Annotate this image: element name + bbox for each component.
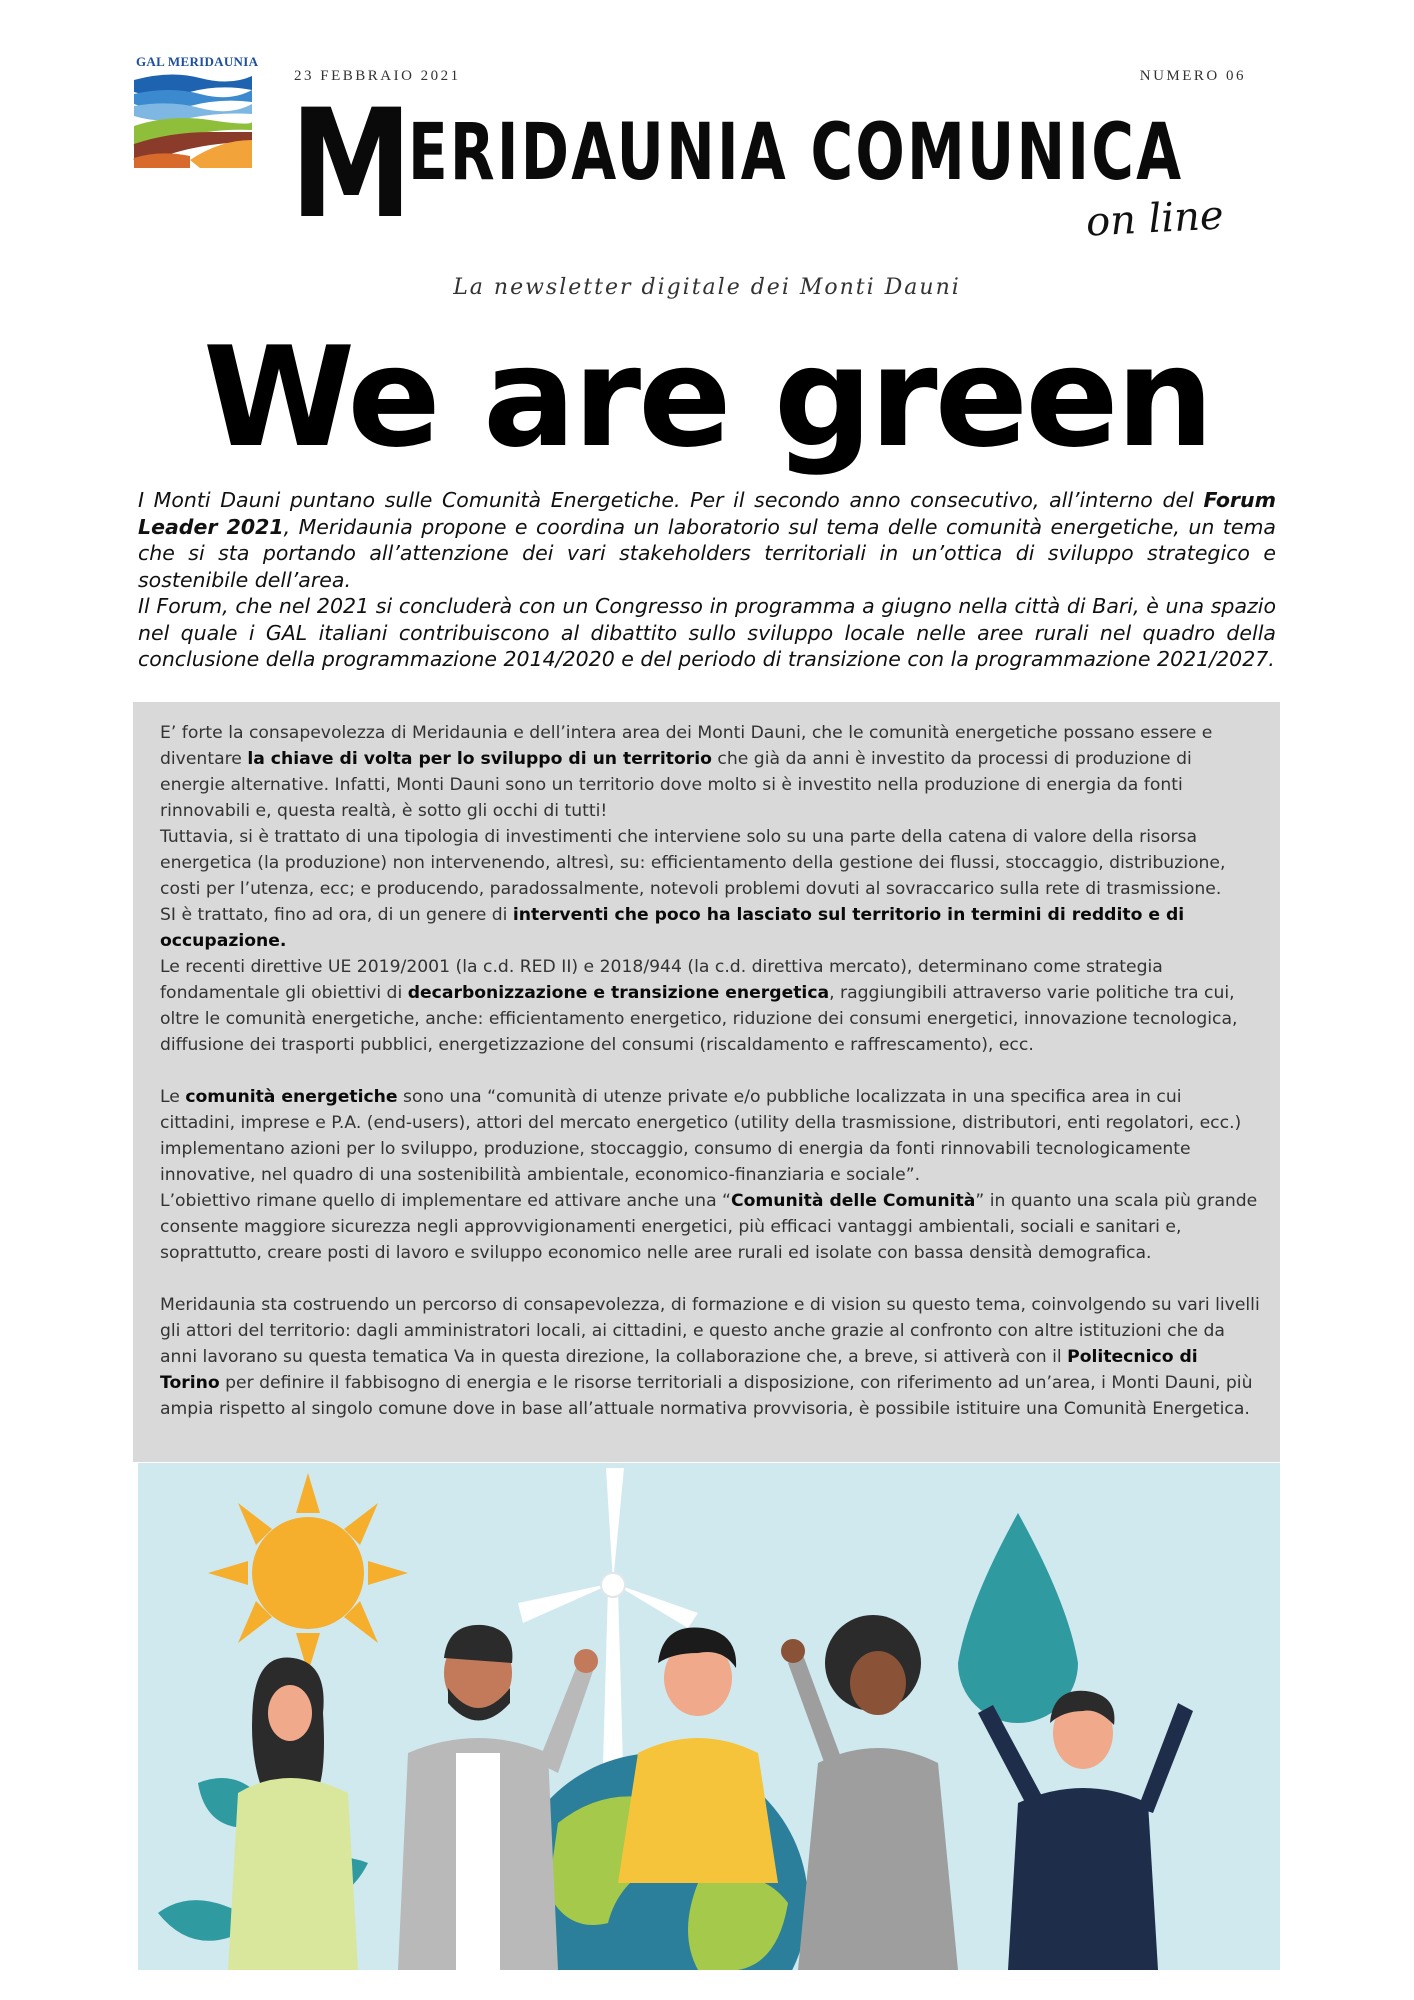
headline: We are green bbox=[202, 317, 1212, 478]
body-bold-span: interventi che poco ha lasciato sul territorio in termini di reddito e di occupazione. bbox=[160, 905, 1185, 951]
tagline: La newsletter digitale dei Monti Dauni bbox=[453, 275, 961, 300]
body-bold-span: Comunità delle Comunità bbox=[730, 1191, 976, 1211]
issue-date: 23 FEBBRAIO 2021 bbox=[294, 68, 461, 84]
masthead-title: ERIDAUNIA COMUNICA bbox=[408, 108, 1184, 198]
intro-text-span: , Meridaunia propone e coordina un laboratorio sul tema delle comunità energetiche, un tema che si sta portando all’attenzione dei vari stakeholders territoriali in un’ottica di sviluppo strategico e sostenibile dell’area. bbox=[138, 514, 1276, 592]
paragraph-gap bbox=[160, 1266, 1260, 1292]
body-text-span: che già da anni è investito da processi di produzione di energie alternative. Infatti, Monti Dauni sono un territorio dove molto si è investito nella produzione di energia da fonti rinnovabili e, questa realtà, è sotto gli occhi di tutti! bbox=[160, 749, 1192, 821]
gal-meridaunia-logo bbox=[130, 52, 259, 170]
intro-paragraph-1 bbox=[138, 487, 1276, 593]
body-text-span: per definire il fabbisogno di energia e le risorse territoriali a disposizione, con riferimento ad un’area, i Monti Dauni, più ampia rispetto al singolo comune dove in base all’attuale normativa provvisoria, è possibile istituire una Comunità Energetica. bbox=[160, 1373, 1253, 1419]
body-paragraph-6 bbox=[160, 1188, 1260, 1266]
article-body bbox=[160, 720, 1260, 1422]
sun-icon bbox=[208, 1473, 408, 1673]
body-text-span: Le recenti direttive UE 2019/2001 (la c.d. RED II) e 2018/944 (la c.d. direttiva mercato), determinano come strategia fondamentale gli obiettivi di bbox=[160, 957, 1163, 1003]
intro-bold-span: Forum Leader 2021 bbox=[138, 488, 1276, 539]
body-bold-span: comunità energetiche bbox=[185, 1087, 398, 1107]
logo-text: GAL MERIDAUNIA bbox=[136, 54, 259, 69]
masthead-online: on line bbox=[1084, 192, 1225, 246]
body-text-span: sono una “comunità di utenze private e/o pubbliche localizzata in una specifica area in cui cittadini, imprese e P.A. (end-users), attori del mercato energetico (utility della trasmissione, distributori, enti regolatori, ecc.) implementano azioni per lo sviluppo, produzione, stoccaggio, consumo di energia da fonti rinnovabili tecnologicamente innovative, nel quadro di una sostenibilità ambientale, economico-finanziaria e sociale”. bbox=[160, 1087, 1242, 1185]
body-bold-span: la chiave di volta per lo sviluppo di un territorio bbox=[247, 749, 712, 769]
body-text-span: E’ forte la consapevolezza di Meridaunia e dell’intera area dei Monti Dauni, che le comunità energetiche possano essere e diventare bbox=[160, 723, 1213, 769]
body-paragraph-3 bbox=[160, 902, 1260, 954]
paragraph-gap bbox=[160, 1058, 1260, 1084]
masthead-initial: M bbox=[290, 78, 413, 252]
body-bold-span: decarbonizzazione e transizione energetica bbox=[407, 983, 830, 1003]
body-text-span: , raggiungibili attraverso varie politiche tra cui, oltre le comunità energetiche, anche: efficientamento energetico, riduzione dei consumi energetici, innovazione tecnologica, diffusione dei trasporti pubblici, energetizzazione del consumi (riscaldamento e raffrescamento), ecc. bbox=[160, 983, 1238, 1055]
body-paragraph-4 bbox=[160, 954, 1260, 1058]
body-text-span: Meridaunia sta costruendo un percorso di consapevolezza, di formazione e di vision su questo tema, coinvolgendo su vari livelli gli attori del territorio: dagli amministratori locali, ai cittadini, e questo anche grazie al confronto con altre istituzioni che da anni lavorano su questa tematica Va in questa direzione, la collaborazione che, a breve, si attiverà con il bbox=[160, 1295, 1260, 1367]
intro-text-span: I Monti Dauni puntano sulle Comunità Energetiche. Per il secondo anno consecutivo, all’interno del bbox=[138, 488, 1204, 512]
body-paragraph-2: Tuttavia, si è trattato di una tipologia di investimenti che interviene solo su una parte della catena di valore della risorsa energetica (la produzione) non intervenendo, altresì, su: efficientamento della gestione dei flussi, stoccaggio, distribuzione, costi per l’utenza, ecc; e producendo, paradossalmente, notevoli problemi dovuti al sovraccarico sulla rete di trasmissione. bbox=[160, 827, 1226, 899]
body-text-span: L’obiettivo rimane quello di implementare ed attivare anche una “ bbox=[160, 1191, 731, 1211]
body-text-span: Le bbox=[160, 1087, 186, 1107]
body-text-span: SI è trattato, fino ad ora, di un genere di bbox=[160, 905, 513, 925]
body-paragraph-5 bbox=[160, 1084, 1260, 1188]
logo-landscape-icon bbox=[130, 70, 256, 170]
body-paragraph-1 bbox=[160, 720, 1260, 824]
body-bold-span: Politecnico di Torino bbox=[160, 1347, 1198, 1393]
green-community-illustration bbox=[138, 1463, 1280, 1970]
body-paragraph-7 bbox=[160, 1292, 1260, 1422]
body-text-span: ” in quanto una scala più grande consente maggiore sicurezza negli approvvigionamenti energetici, più efficaci vantaggi ambientali, sociali e sanitari e, soprattutto, creare posti di lavoro e sviluppo economico nelle aree rurali ed isolate con bassa densità demografica. bbox=[160, 1191, 1258, 1263]
intro-text bbox=[138, 487, 1276, 673]
issue-number: NUMERO 06 bbox=[1139, 68, 1246, 84]
intro-paragraph-2: Il Forum, che nel 2021 si concluderà con un Congresso in programma a giugno nella città di Bari, è una spazio nel quale i GAL italiani contribuiscono al dibattito sullo sviluppo locale nelle aree rurali nel quadro della conclusione della programmazione 2014/2020 e del periodo di transizione con la programmazione 2021/2027. bbox=[138, 594, 1276, 671]
